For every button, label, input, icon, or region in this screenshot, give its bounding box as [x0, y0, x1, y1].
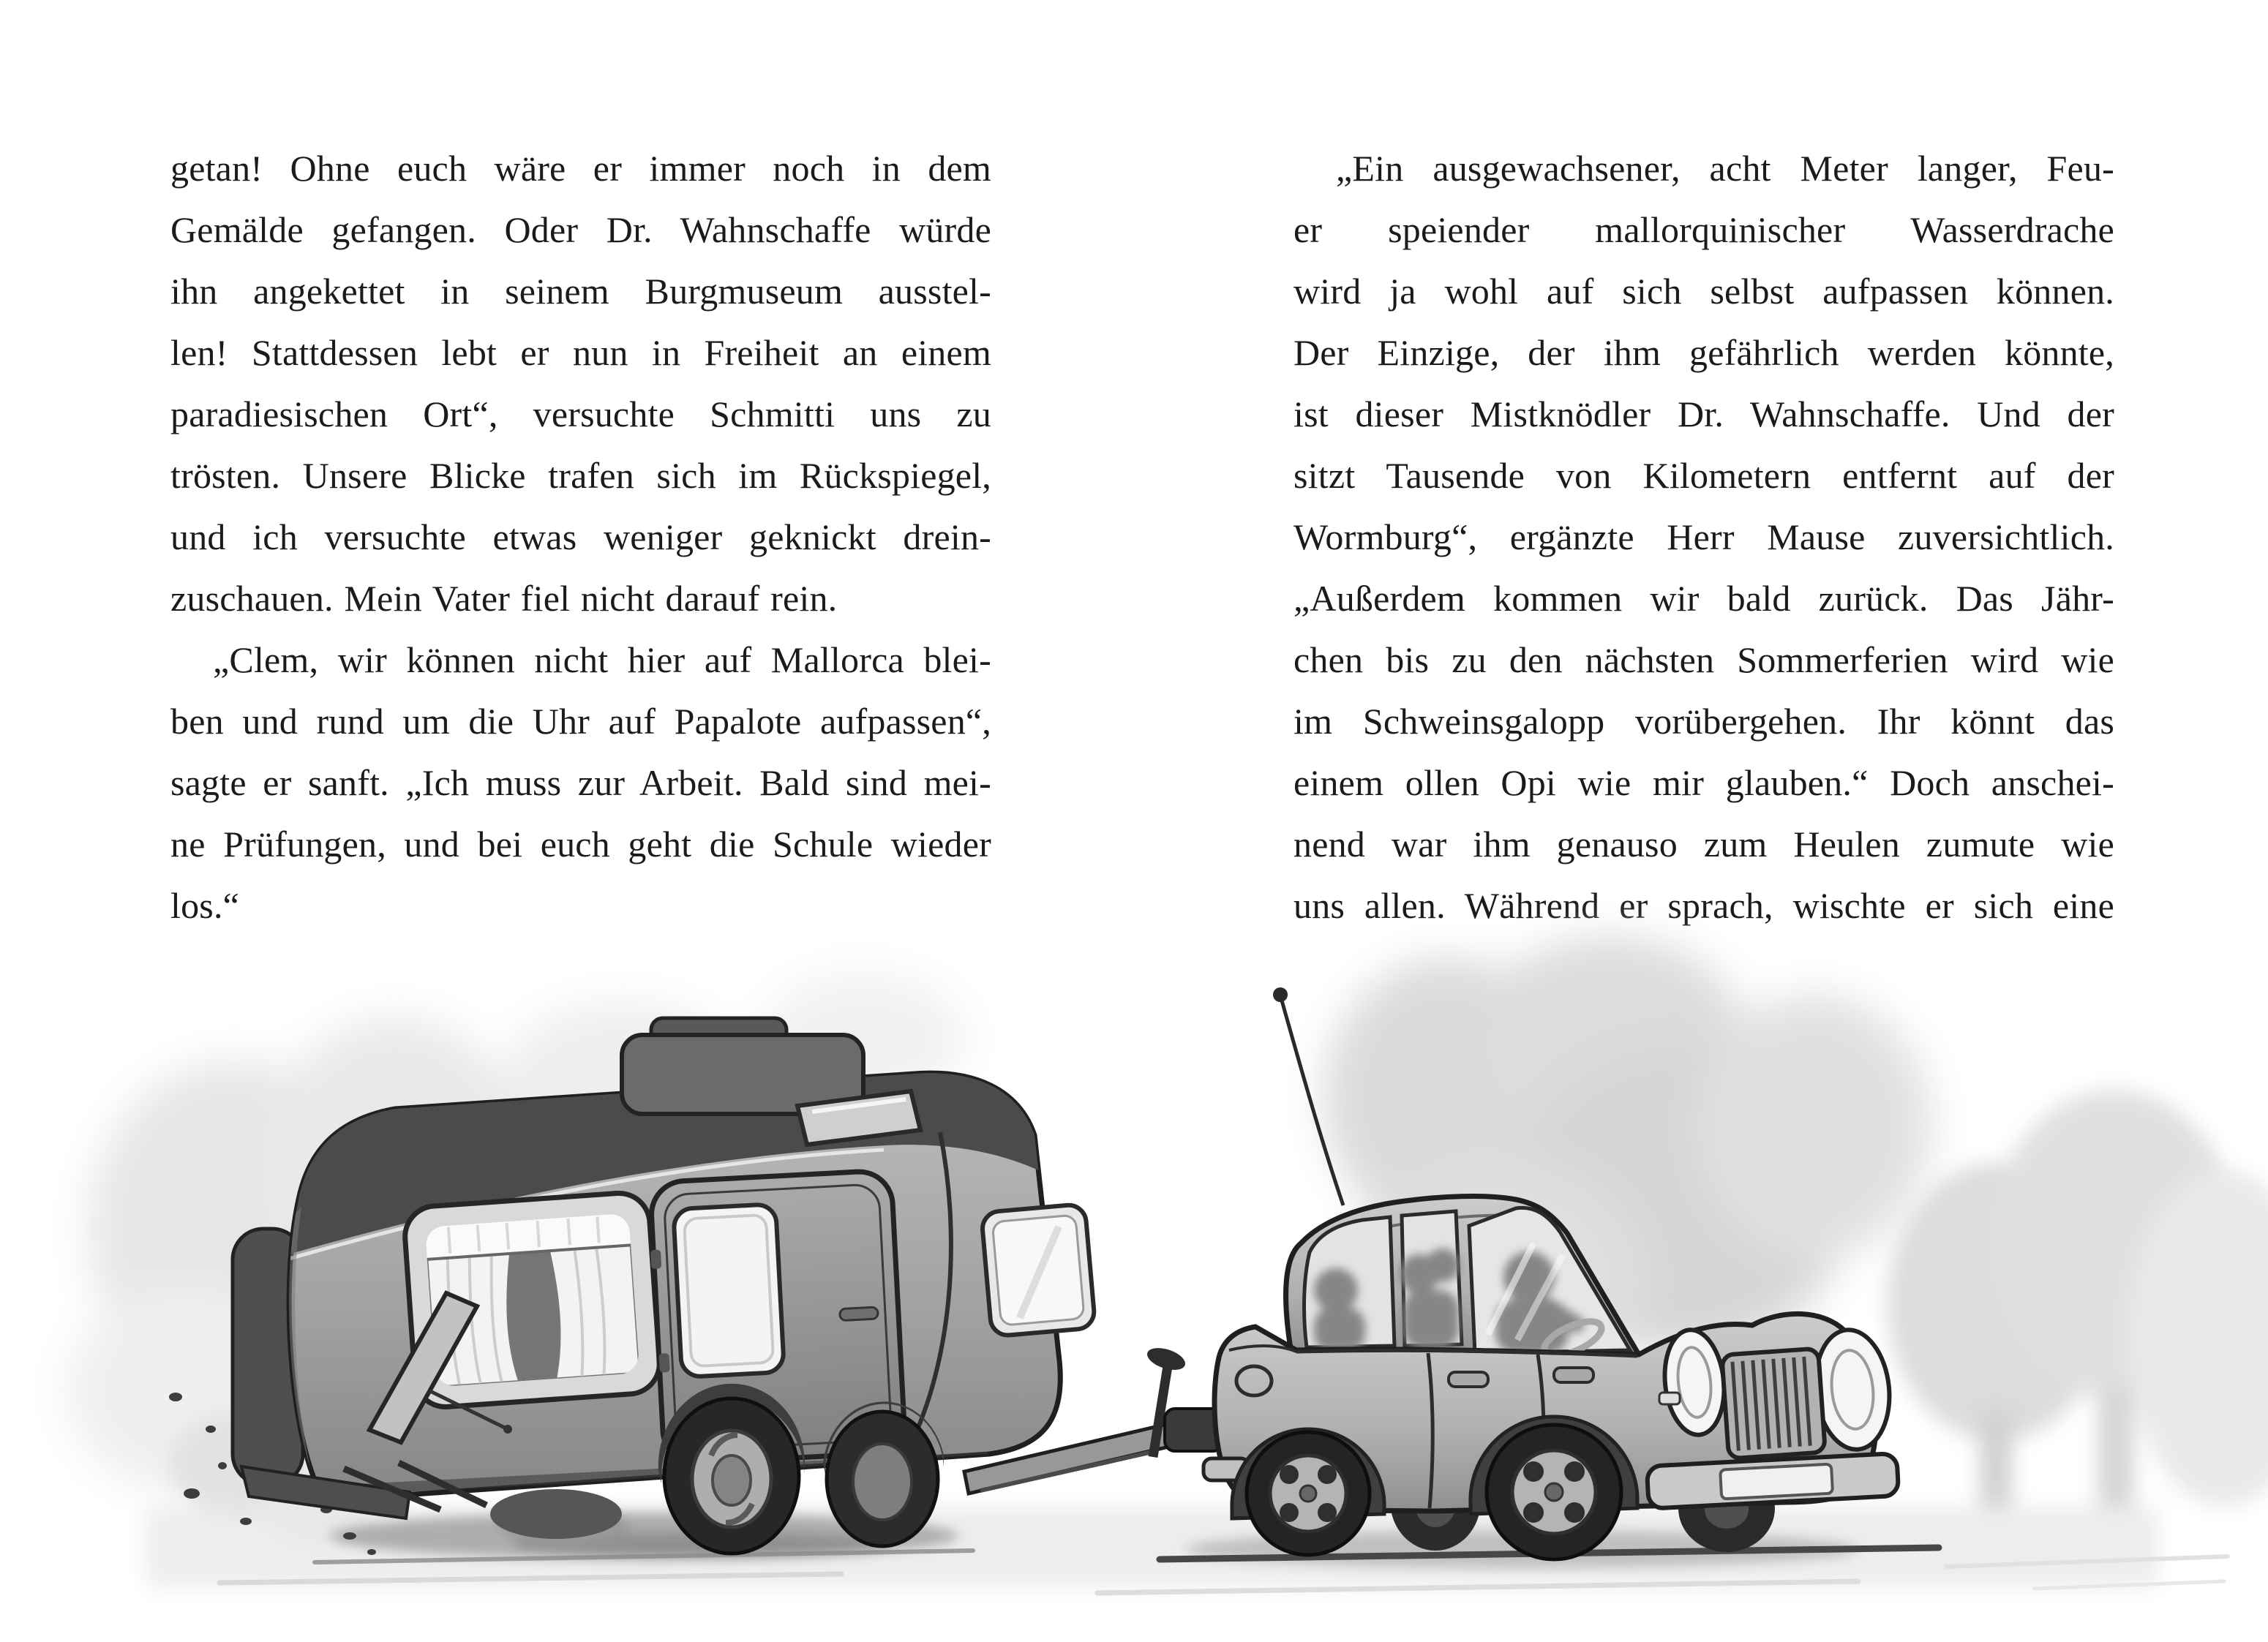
- text-line: los.“: [170, 885, 240, 926]
- caravan-side-window: [981, 1204, 1095, 1337]
- text-line: wird ja wohl auf sich selbst aufpassen können.: [1293, 271, 2114, 312]
- text-line: chen bis zu den nächsten Sommerferien wird wie: [1293, 639, 2114, 680]
- text-line: Der Einzige, der ihm gefährlich werden könnte,: [1293, 332, 2114, 373]
- text-line: Wormburg“, ergänzte Herr Mause zuversichtlich.: [1293, 516, 2114, 557]
- text-line: im Schweinsgalopp vorübergehen. Ihr könnt das: [1293, 701, 2114, 742]
- text-line: uns allen. Während er sprach, wischte er sich eine: [1293, 885, 2114, 926]
- text-line: nend war ihm genauso zum Heulen zumute wie: [1293, 824, 2114, 865]
- text-line: ist dieser Mistknödler Dr. Wahnschaffe. Und der: [1293, 393, 2114, 434]
- text-line: er speiender mallorquinischer Wasserdrache: [1293, 209, 2114, 250]
- text-line: sitzt Tausende von Kilometern entfernt auf der: [1293, 455, 2114, 496]
- text-line: ben und rund um die Uhr auf Papalote aufpassen“,: [170, 701, 991, 742]
- license-plate: [1720, 1464, 1833, 1499]
- text-line: sagte er sanft. „Ich muss zur Arbeit. Bald sind mei-: [170, 762, 991, 803]
- text-line: zuschauen. Mein Vater fiel nicht darauf rein.: [170, 578, 838, 619]
- text-line: len! Stattdessen lebt er nun in Freiheit an einem: [170, 332, 991, 373]
- text-line: Gemälde gefangen. Oder Dr. Wahnschaffe würde: [170, 209, 991, 250]
- caravan-door-handle: [840, 1307, 879, 1321]
- door-handle: [1554, 1368, 1593, 1382]
- marker-light: [1659, 1393, 1680, 1404]
- text-line: ihn angekettet in seinem Burgmuseum ausstel-: [170, 271, 991, 312]
- text-line: einem ollen Opi wie mir glauben.“ Doch anschei-: [1293, 762, 2114, 803]
- caravan-underfloor: [490, 1489, 622, 1539]
- text-line: ne Prüfungen, und bei euch geht die Schule wieder: [170, 824, 991, 865]
- text-line: paradiesischen Ort“, versuchte Schmitti uns zu: [170, 393, 991, 434]
- text-line: trösten. Unsere Blicke trafen sich im Rückspiegel,: [170, 455, 991, 496]
- car-grille: [1721, 1349, 1825, 1459]
- door-handle: [1449, 1372, 1488, 1387]
- text-line: „Ein ausgewachsener, acht Meter langer, Feu-: [1336, 148, 2114, 189]
- text-line: „Außerdem kommen wir bald zurück. Das Jähr-: [1293, 578, 2114, 619]
- text-line: und ich versuchte etwas weniger geknickt drein-: [170, 516, 991, 557]
- text-line: getan! Ohne euch wäre er immer noch in dem: [170, 148, 991, 189]
- text-line: „Clem, wir können nicht hier auf Mallorca blei-: [213, 639, 991, 680]
- caravan-front-wheel: [658, 1384, 805, 1554]
